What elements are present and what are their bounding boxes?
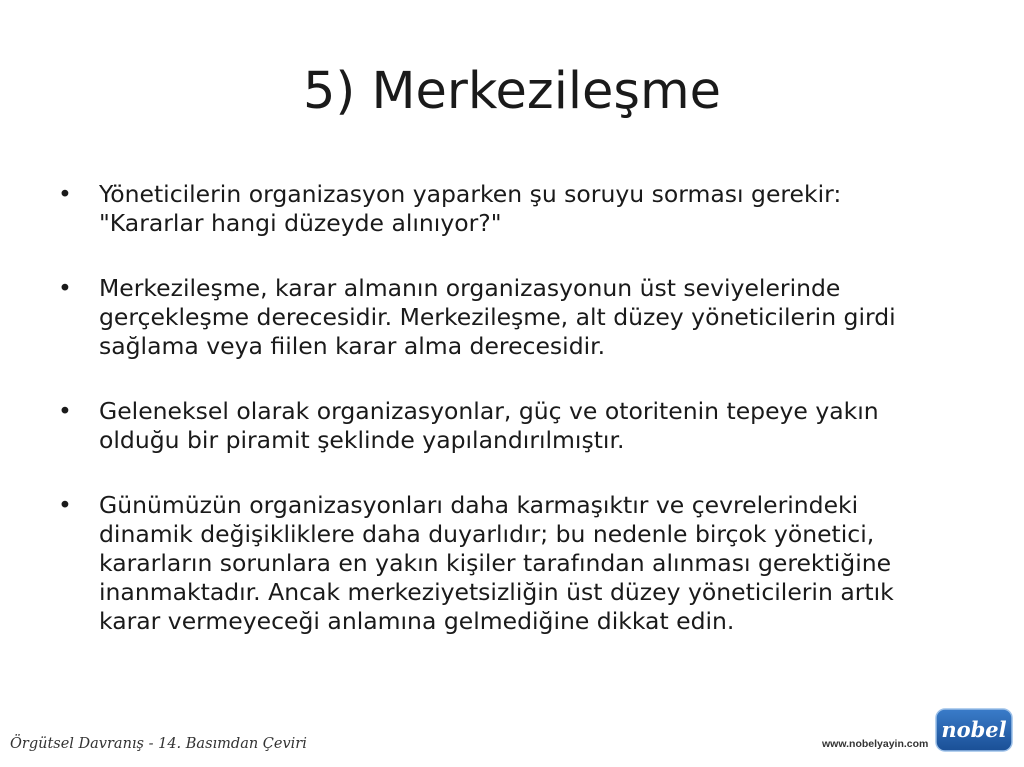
bullet-line: Günümüzün organizasyonları daha karmaşıktır ve çevrelerindeki — [99, 491, 859, 519]
logo-text: nobel — [941, 717, 1007, 742]
bullet-line: kararların sorunlara en yakın kişiler tarafından alınması gerektiğine — [99, 549, 892, 577]
bullet-item — [58, 397, 968, 455]
footer-book-title: Örgütsel Davranış - 14. Basımdan Çeviri — [10, 736, 307, 752]
bullet-item — [58, 180, 968, 238]
bullet-list — [58, 180, 968, 672]
bullet-marker: • — [58, 180, 72, 208]
bullet-marker: • — [58, 491, 72, 519]
slide-title: 5) Merkezileşme — [302, 62, 722, 121]
bullet-line: dinamik değişikliklere daha duyarlıdır; bu nedenle birçok yönetici, — [99, 520, 875, 548]
bullet-line: sağlama veya fiilen karar alma derecesidir. — [99, 332, 606, 360]
bullet-marker: • — [58, 274, 72, 302]
bullet-marker: • — [58, 397, 72, 425]
bullet-line: Merkezileşme, karar almanın organizasyonun üst seviyelerinde — [99, 274, 841, 302]
nobel-logo — [935, 708, 1013, 752]
bullet-line: inanmaktadır. Ancak merkeziyetsizliğin üst düzey yöneticilerin artık — [99, 578, 894, 606]
bullet-item — [58, 491, 968, 636]
bullet-line: olduğu bir piramit şeklinde yapılandırılmıştır. — [99, 426, 625, 454]
footer-website: www.nobelyayin.com — [822, 738, 929, 750]
bullet-item — [58, 274, 968, 361]
bullet-line: karar vermeyeceği anlamına gelmediğine dikkat edin. — [99, 607, 735, 635]
bullet-line: Geleneksel olarak organizasyonlar, güç ve otoritenin tepeye yakın — [99, 397, 879, 425]
bullet-line: "Kararlar hangi düzeyde alınıyor?" — [99, 209, 502, 237]
bullet-line: gerçekleşme derecesidir. Merkezileşme, alt düzey yöneticilerin girdi — [99, 303, 896, 331]
bullet-line: Yöneticilerin organizasyon yaparken şu soruyu sorması gerekir: — [99, 180, 842, 208]
